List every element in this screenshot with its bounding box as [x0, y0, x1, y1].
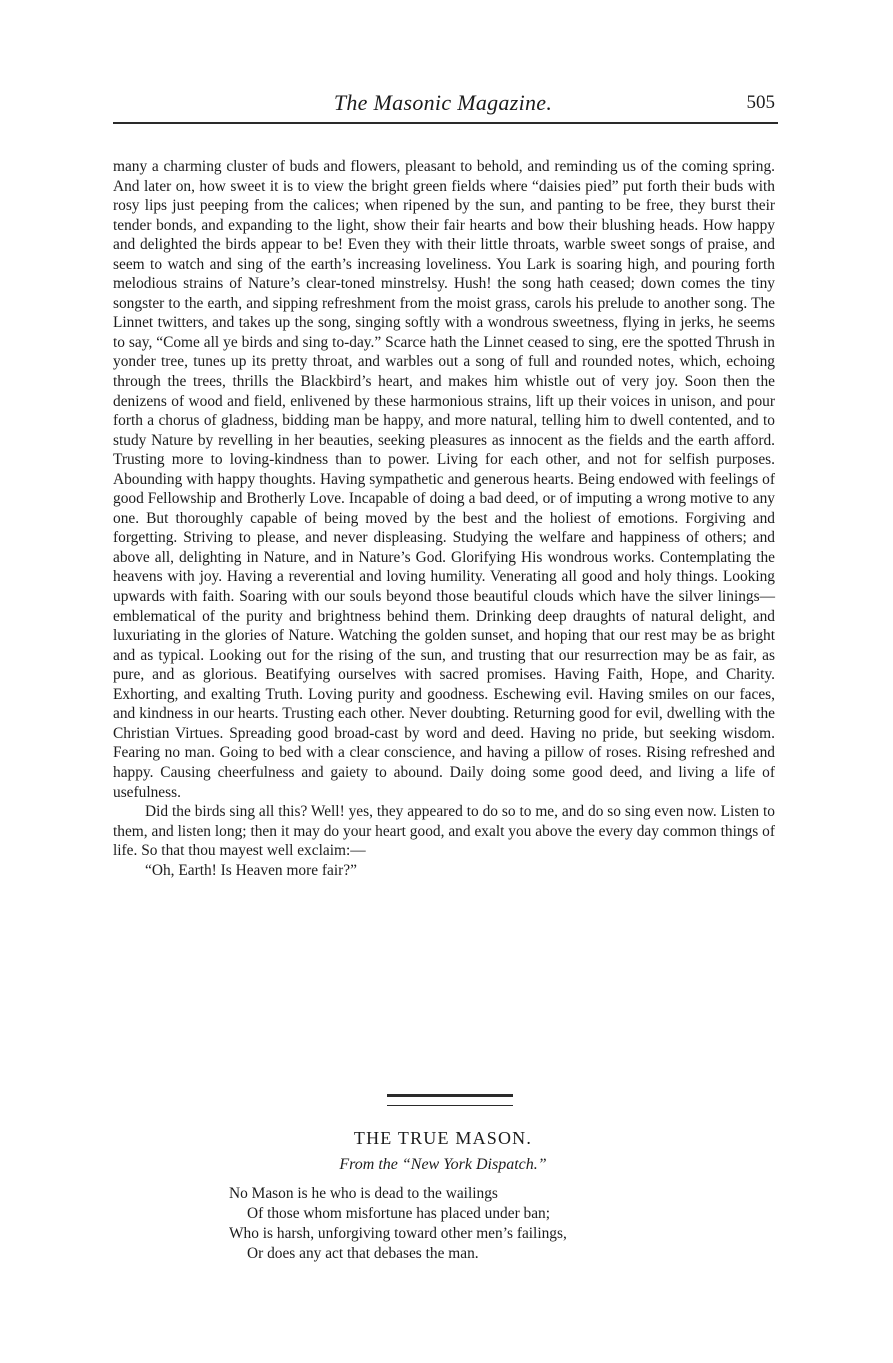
section-title: THE TRUE MASON.	[353, 1128, 533, 1148]
article-paragraph: Did the birds sing all this? Well! yes, they appeared to do so to me, and do so sing even now. Listen to them, and listen long; then it may do your heart good, and exalt you above the every day common things of life. So that thou mayest well exclaim:—	[113, 803, 775, 860]
poem-line: Who is harsh, unforgiving toward other men’s failings,	[229, 1225, 567, 1242]
page-number: 505	[746, 92, 775, 113]
poem-line: No Mason is he who is dead to the wailings	[229, 1185, 498, 1202]
running-header	[113, 88, 773, 122]
article-body	[113, 157, 775, 880]
poem	[229, 1184, 749, 1264]
closing-quote: “Oh, Earth! Is Heaven more fair?”	[145, 861, 357, 879]
section-source: From the “New York Dispatch.”	[339, 1156, 547, 1173]
magazine-title: The Masonic Magazine.	[333, 90, 553, 115]
poem-line: Of those whom misfortune has placed under ban;	[247, 1205, 551, 1222]
section-divider	[387, 1094, 513, 1106]
article-paragraph: many a charming cluster of buds and flowers, pleasant to behold, and reminding us of the coming spring. And later on, how sweet it is to view the bright green fields where “daisies pied” put forth their buds with rosy lips just peeping from the calices; when ripened by the sun, and panting to be free, they burst their tender bonds, and expanding to the light, show their fair hearts and bow their blushing heads. How happy and delighted the birds appear to be! Even they with their little throats, warble sweet songs of praise, and seem to watch and sing of the earth’s increasing loveliness. You Lark is soaring high, and pouring forth melodious strains of Nature’s clear-toned minstrelsy. Hush! the song hath ceased; down comes the tiny songster to the earth, and sipping refreshment from the moist grass, carols his prelude to another song. The Linnet twitters, and takes up the song, singing softly with a wondrous sweetness, flying in jerks, he seems to say, “Come all ye birds and sing to-day.” Scarce hath the Linnet ceased to sing, ere the spotted Thrush in yonder tree, tunes up its pretty throat, and warbles out a song of full and rounded notes, which, echoing through the trees, thrills the Blackbird’s heart, and makes him whistle out of very joy. Soon then the denizens of wood and field, enlivened by these harmonious strains, lift up their voices in unison, and pour forth a chorus of gladness, bidding man be happy, and more natural, telling him to dwell contented, and to study Nature by revelling in her beauties, seeking pleasures as innocent as the fields and the earth afford. Trusting more to loving-kindness than to power. Living for each other, and not for selfish purposes. Abounding with happy thoughts. Having sympathetic and generous hearts. Being endowed with feelings of good Fellowship and Brotherly Love. Incapable of doing a bad deed, or of imputing a wrong motive to any one. But thoroughly capable of being moved by the best and the holiest of emotions. Forgiving and forgetting. Striving to please, and never displeasing. Studying the welfare and happiness of others; and above all, delighting in Nature, and in Nature’s God. Glorifying His wondrous works. Contemplating the heavens with joy. Having a reverential and loving humility. Venerating all good and holy things. Looking upwards with faith. Soaring with our souls beyond those beautiful clouds which have the silver linings—emblematical of the purity and brightness behind them. Drinking deep draughts of natural delight, and luxuriating in the glories of Nature. Watching the golden sunset, and hoping that our rest may be as bright and as typical. Looking out for the rising of the sun, and trusting that our resurrection may be as fair, as pure, and as glorious. Beatifying ourselves with sacred promises. Having Faith, Hope, and Charity. Exhorting, and exalting Truth. Loving purity and goodness. Eschewing evil. Having smiles on our faces, and kindness in our hearts. Trusting each other. Never doubting. Returning good for evil, dwelling with the Christian Virtues. Spreading good broad-cast by word and deed. Having no pride, but seeking wisdom. Fearing no man. Going to bed with a clear conscience, and having a pillow of roses. Rising refreshed and happy. Causing cheerfulness and gaiety to abound. Daily doing some good deed, and living a life of usefulness.	[113, 158, 775, 801]
poem-line: Or does any act that debases the man.	[247, 1245, 479, 1262]
header-rule	[113, 122, 778, 124]
